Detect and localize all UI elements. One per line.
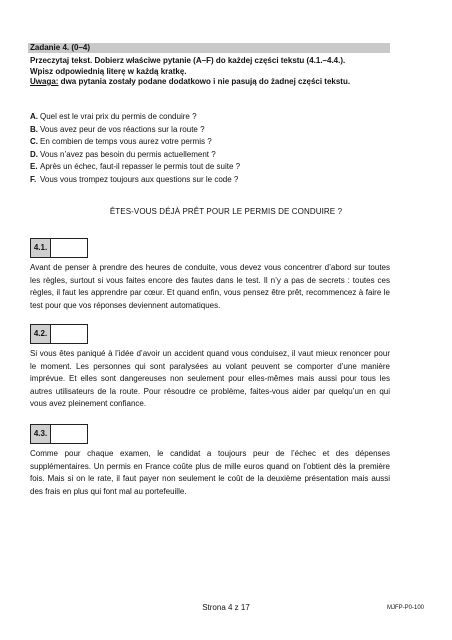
answer-box-4-3[interactable] bbox=[30, 424, 88, 444]
section-number: 4.1. bbox=[31, 239, 51, 257]
note-text: dwa pytania zostały podane dodatkowo i nie pasują do żadnej części tekstu. bbox=[58, 77, 351, 86]
option-a bbox=[30, 111, 390, 124]
answer-box-4-2[interactable] bbox=[30, 324, 88, 344]
exam-code: MJFP-P0-100 bbox=[386, 605, 424, 611]
option-b bbox=[30, 124, 390, 137]
question-options-list bbox=[30, 111, 390, 187]
section-number: 4.2. bbox=[31, 325, 51, 343]
option-text: Vous n’avez pas besoin du permis actuellement ? bbox=[40, 149, 216, 159]
option-letter: E. bbox=[30, 162, 38, 172]
section-number: 4.3. bbox=[31, 425, 51, 443]
option-text: Quel est le vrai prix du permis de conduire ? bbox=[40, 112, 197, 121]
instruction-note bbox=[30, 77, 390, 88]
page-number: Strona 4 z 17 bbox=[202, 603, 250, 612]
task-title: Zadanie 4. (0–4) bbox=[30, 43, 91, 52]
option-e bbox=[30, 161, 390, 174]
option-letter: F. bbox=[30, 174, 37, 184]
section-text-4-3: Comme pour chaque examen, le candidat a toujours peur de l’échec et des dépenses supplémentaires. Un permis en France coûte plus de mille euros quand on l’obtient dès la première fois. Mais si on le rate, il faut payer non seulement le coût de la deuxième présentation mais aussi des frais en plus qui font mal au portefeuille. bbox=[30, 449, 390, 496]
answer-box-4-1[interactable] bbox=[30, 238, 88, 258]
option-letter: D. bbox=[30, 149, 38, 159]
option-text: Vous vous trompez toujours aux questions sur le code ? bbox=[40, 174, 239, 184]
option-c bbox=[30, 136, 390, 149]
option-d bbox=[30, 149, 390, 162]
option-letter: B. bbox=[30, 124, 38, 134]
instruction-line-2: Wpisz odpowiednią literę w każdą kratkę. bbox=[30, 66, 187, 76]
option-text: En combien de temps vous aurez votre permis ? bbox=[40, 137, 212, 147]
option-letter: A. bbox=[30, 112, 38, 121]
option-text: Après un échec, faut-il repasser le permis tout de suite ? bbox=[40, 162, 241, 172]
option-letter: C. bbox=[30, 137, 38, 147]
text-title: ÊTES-VOUS DÉJÀ PRÊT POUR LE PERMIS DE CONDUIRE ? bbox=[109, 207, 343, 216]
option-f bbox=[30, 174, 390, 187]
note-label: Uwaga: bbox=[30, 77, 59, 86]
section-text-4-2: Si vous êtes paniqué à l’idée d’avoir un accident quand vous conduisez, il vaut mieux renoncer pour le moment. Les personnes qui sont paralysées au volant peuvent se comporter d’une manière imprévue. Et elles sont dangereuses non seulement pour elles-mêmes mais aussi pour tous les autres utilisateurs de la route. Pour résoudre ce problème, faites-vous aider par quelqu’un en qui vous avez pleinement confiance. bbox=[30, 349, 390, 409]
section-text-4-1: Avant de penser à prendre des heures de conduite, vous devez vous concentrer d’abord sur toutes les règles, surtout si vous faites encore des fautes dans le test. Il n’y a pas de secrets : toutes ces règles, il faut les apprendre par cœur. Et quand enfin, vous pensez être prêt, recommencez à faire le test pour que vos réponses deviennent automatiques. bbox=[30, 263, 390, 310]
instruction-line-1: Przeczytaj tekst. Dobierz właściwe pytanie (A–F) do każdej części tekstu (4.1.–4.4.). bbox=[30, 56, 346, 65]
option-text: Vous avez peur de vos réactions sur la route ? bbox=[40, 124, 205, 134]
